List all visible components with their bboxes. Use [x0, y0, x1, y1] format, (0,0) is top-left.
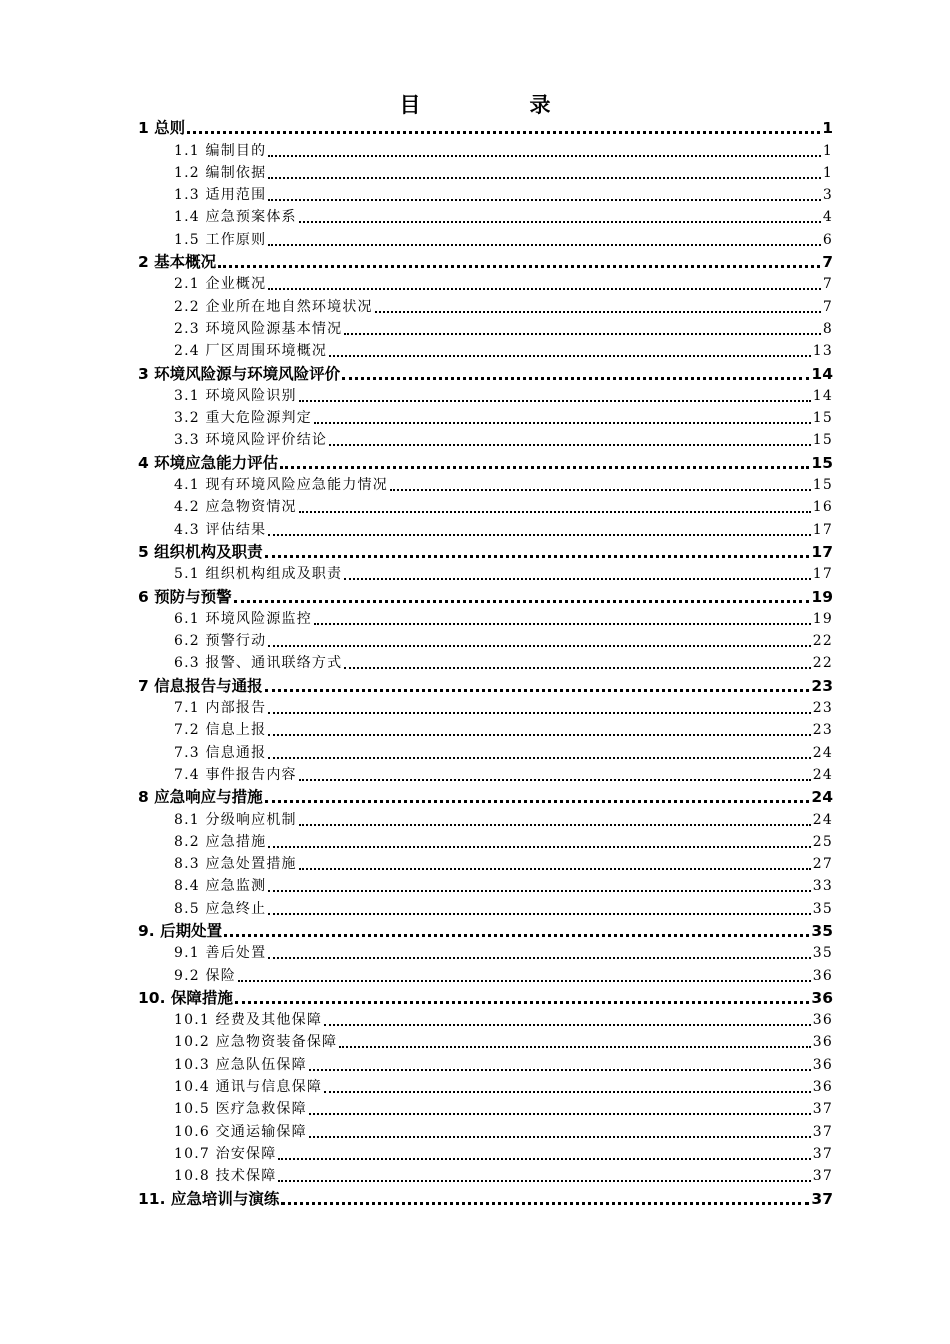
toc-title: 目 录 [399, 93, 595, 117]
toc-entry-page-number: 13 [812, 343, 833, 360]
toc-chapter-entry[interactable] [138, 674, 833, 696]
toc-section-entry[interactable] [138, 608, 833, 630]
toc-entry-label: 8.1 分级响应机制 [174, 811, 297, 828]
toc-section-entry[interactable] [138, 697, 833, 719]
dot-leader [224, 933, 809, 937]
toc-entry-page-number: 15 [812, 432, 833, 449]
toc-entry-page-number: 1 [822, 164, 833, 181]
toc-chapter-entry[interactable] [138, 541, 833, 563]
toc-entry-page-number: 7 [822, 298, 833, 315]
dot-leader [329, 443, 811, 446]
toc-entry-label: 9.1 善后处置 [174, 945, 267, 962]
dot-leader [375, 310, 821, 313]
toc-entry-label: 5 组织机构及职责 [138, 542, 263, 561]
toc-entry-page-number: 37 [812, 1123, 833, 1140]
toc-entry-page-number: 19 [812, 610, 833, 627]
dot-leader [344, 577, 810, 580]
toc-entry-page-number: 23 [812, 722, 833, 739]
toc-entry-label: 1.3 适用范围 [174, 187, 267, 204]
toc-entry-page-number: 22 [812, 633, 833, 650]
toc-entry-label: 2.2 企业所在地自然环境状况 [174, 298, 373, 315]
toc-entry-page-number: 17 [812, 566, 833, 583]
toc-chapter-entry[interactable] [138, 251, 833, 273]
dot-leader [309, 1068, 811, 1071]
toc-entry-label: 11. 应急培训与演练 [138, 1189, 280, 1208]
toc-entry-label: 8.4 应急监测 [174, 878, 267, 895]
toc-entry-label: 10.4 通讯与信息保障 [174, 1079, 323, 1096]
toc-entry-page-number: 8 [822, 320, 833, 337]
toc-entry-page-number: 36 [812, 1079, 833, 1096]
toc-entry-label: 2.3 环境风险源基本情况 [174, 320, 343, 337]
toc-entry-label: 7.4 事件报告内容 [174, 766, 297, 783]
toc-entry-page-number: 24 [812, 744, 833, 761]
toc-entry-page-number: 15 [812, 410, 833, 427]
toc-entry-page-number: 33 [812, 878, 833, 895]
toc-entry-label: 3.2 重大危险源判定 [174, 410, 312, 427]
toc-section-entry[interactable] [138, 139, 833, 161]
dot-leader [268, 756, 810, 759]
toc-entry-page-number: 7 [822, 253, 833, 272]
toc-entry-page-number: 35 [812, 900, 833, 917]
toc-section-entry[interactable] [138, 652, 833, 674]
toc-entry-label: 2.4 厂区周围环境概况 [174, 343, 328, 360]
toc-chapter-entry[interactable] [138, 786, 833, 808]
toc-entry-label: 7 信息报告与通报 [138, 676, 263, 695]
toc-section-entry[interactable] [138, 831, 833, 853]
toc-section-entry[interactable] [138, 1143, 833, 1165]
toc-entry-label: 8 应急响应与措施 [138, 788, 263, 807]
dot-leader [265, 688, 810, 692]
dot-leader [278, 1179, 810, 1182]
dot-leader [268, 845, 810, 848]
toc-section-entry[interactable] [138, 496, 833, 518]
toc-entry-label: 1 总则 [138, 119, 186, 138]
toc-entry-page-number: 36 [811, 988, 833, 1007]
toc-chapter-entry[interactable] [138, 585, 833, 607]
toc-entry-label: 2.1 企业概况 [174, 276, 267, 293]
toc-entry-page-number: 37 [812, 1101, 833, 1118]
toc-entry-label: 6.1 环境风险源监控 [174, 610, 312, 627]
toc-section-entry[interactable] [138, 808, 833, 830]
toc-section-entry[interactable] [138, 295, 833, 317]
toc-entry-label: 7.3 信息通报 [174, 744, 267, 761]
toc-section-entry[interactable] [138, 764, 833, 786]
toc-entry-label: 4.3 评估结果 [174, 521, 267, 538]
toc-section-entry[interactable] [138, 318, 833, 340]
toc-entry-label: 1.1 编制目的 [174, 142, 267, 159]
dot-leader [235, 1000, 810, 1004]
toc-entry-label: 1.2 编制依据 [174, 164, 267, 181]
dot-leader [309, 1112, 811, 1115]
toc-entry-page-number: 23 [812, 700, 833, 717]
toc-entry-page-number: 37 [812, 1145, 833, 1162]
dot-leader [324, 1023, 811, 1026]
toc-entry-page-number: 36 [812, 1034, 833, 1051]
toc-section-entry[interactable] [138, 1165, 833, 1187]
toc-entry-label: 9.2 保险 [174, 967, 236, 984]
toc-entry-label: 10.2 应急物资装备保障 [174, 1034, 338, 1051]
toc-entry-page-number: 36 [812, 967, 833, 984]
toc-entry-page-number: 27 [812, 856, 833, 873]
toc-entry-label: 4 环境应急能力评估 [138, 453, 279, 472]
toc-entry-page-number: 6 [822, 231, 833, 248]
toc-chapter-entry[interactable] [138, 117, 833, 139]
toc-entry-label: 10.1 经费及其他保障 [174, 1012, 323, 1029]
toc-entry-page-number: 25 [812, 833, 833, 850]
toc-entry-label: 1.4 应急预案体系 [174, 209, 297, 226]
toc-entry-label: 10.8 技术保障 [174, 1168, 277, 1185]
dot-leader [268, 287, 821, 290]
toc-section-entry[interactable] [138, 563, 833, 585]
dot-leader [299, 778, 811, 781]
dot-leader [339, 1045, 811, 1048]
toc-entry-label: 3.3 环境风险评价结论 [174, 432, 328, 449]
toc-entry-label: 10.6 交通运输保障 [174, 1123, 307, 1140]
toc-section-entry[interactable] [138, 206, 833, 228]
dot-leader [278, 1157, 810, 1160]
dot-leader [187, 130, 820, 134]
toc-entry-page-number: 15 [811, 453, 833, 472]
toc-entry-page-number: 37 [812, 1168, 833, 1185]
toc-entry-label: 3.1 环境风险识别 [174, 387, 297, 404]
dot-leader [329, 354, 811, 357]
toc-chapter-entry[interactable] [138, 451, 833, 473]
dot-leader [299, 220, 821, 223]
toc-entry-label: 6 预防与预警 [138, 587, 232, 606]
toc-chapter-entry[interactable] [138, 1187, 833, 1209]
toc-entry-page-number: 14 [811, 364, 833, 383]
dot-leader [268, 644, 810, 647]
toc-entry-page-number: 4 [822, 209, 833, 226]
toc-entry-page-number: 7 [822, 276, 833, 293]
toc-entry-label: 10. 保障措施 [138, 988, 233, 1007]
toc-entry-label: 3 环境风险源与环境风险评价 [138, 364, 341, 383]
toc-entry-label: 4.2 应急物资情况 [174, 499, 297, 516]
dot-leader [268, 956, 810, 959]
toc-section-entry[interactable] [138, 853, 833, 875]
dot-leader [268, 198, 821, 201]
toc-entry-label: 10.7 治安保障 [174, 1145, 277, 1162]
toc-entry-label: 7.2 信息上报 [174, 722, 267, 739]
toc-section-entry[interactable] [138, 1098, 833, 1120]
dot-leader [238, 979, 811, 982]
toc-entry-page-number: 22 [812, 655, 833, 672]
dot-leader [234, 599, 810, 603]
toc-section-entry[interactable] [138, 407, 833, 429]
dot-leader [265, 554, 810, 558]
dot-leader [265, 799, 810, 803]
dot-leader [268, 733, 810, 736]
toc-section-entry[interactable] [138, 1120, 833, 1142]
dot-leader [390, 488, 811, 491]
toc-entry-page-number: 24 [812, 811, 833, 828]
toc-entry-label: 8.2 应急措施 [174, 833, 267, 850]
toc-entry-label: 4.1 现有环境风险应急能力情况 [174, 477, 388, 494]
dot-leader [299, 510, 811, 513]
toc-entry-label: 9. 后期处置 [138, 921, 223, 940]
toc-entry-label: 6.2 预警行动 [174, 633, 267, 650]
dot-leader [268, 711, 810, 714]
toc-entry-label: 6.3 报警、通讯联络方式 [174, 655, 343, 672]
toc-section-entry[interactable] [138, 385, 833, 407]
dot-leader [268, 243, 821, 246]
toc-entry-page-number: 35 [811, 921, 833, 940]
dot-leader [268, 889, 810, 892]
dot-leader [344, 666, 810, 669]
toc-section-entry[interactable] [138, 942, 833, 964]
toc-entry-page-number: 35 [812, 945, 833, 962]
toc-chapter-entry[interactable] [138, 920, 833, 942]
toc-chapter-entry[interactable] [138, 987, 833, 1009]
toc-entry-page-number: 3 [822, 187, 833, 204]
toc-entry-label: 10.3 应急队伍保障 [174, 1056, 307, 1073]
dot-leader [314, 421, 811, 424]
toc-entry-label: 7.1 内部报告 [174, 700, 267, 717]
toc-section-entry[interactable] [138, 162, 833, 184]
dot-leader [280, 465, 809, 469]
dot-leader [268, 154, 821, 157]
toc-section-entry[interactable] [138, 228, 833, 250]
toc-entry-page-number: 37 [811, 1189, 833, 1208]
toc-entry-label: 10.5 医疗急救保障 [174, 1101, 307, 1118]
toc-entry-page-number: 24 [812, 766, 833, 783]
dot-leader [281, 1201, 809, 1205]
toc-section-entry[interactable] [138, 518, 833, 540]
toc-entry-page-number: 17 [812, 521, 833, 538]
dot-leader [314, 622, 811, 625]
toc-entry-label: 8.3 应急处置措施 [174, 856, 297, 873]
toc-entry-label: 8.5 应急终止 [174, 900, 267, 917]
dot-leader [299, 399, 811, 402]
toc-section-entry[interactable] [138, 630, 833, 652]
toc-entry-page-number: 1 [822, 119, 833, 138]
toc-section-entry[interactable] [138, 1076, 833, 1098]
toc-section-entry[interactable] [138, 897, 833, 919]
toc-section-entry[interactable] [138, 741, 833, 763]
toc-entry-page-number: 16 [812, 499, 833, 516]
toc-entry-page-number: 23 [811, 676, 833, 695]
table-of-contents [138, 117, 833, 1210]
dot-leader [342, 376, 809, 380]
toc-entry-page-number: 19 [811, 587, 833, 606]
toc-section-entry[interactable] [138, 964, 833, 986]
toc-entry-page-number: 36 [812, 1056, 833, 1073]
dot-leader [299, 867, 811, 870]
dot-leader [268, 176, 821, 179]
dot-leader [218, 264, 820, 268]
toc-section-entry[interactable] [138, 474, 833, 496]
dot-leader [299, 823, 811, 826]
toc-entry-page-number: 24 [811, 788, 833, 807]
toc-section-entry[interactable] [138, 273, 833, 295]
toc-entry-label: 5.1 组织机构组成及职责 [174, 566, 343, 583]
toc-entry-page-number: 1 [822, 142, 833, 159]
toc-entry-page-number: 14 [812, 387, 833, 404]
dot-leader [268, 533, 810, 536]
toc-section-entry[interactable] [138, 184, 833, 206]
toc-section-entry[interactable] [138, 1053, 833, 1075]
toc-section-entry[interactable] [138, 1031, 833, 1053]
toc-chapter-entry[interactable] [138, 362, 833, 384]
toc-entry-page-number: 36 [812, 1012, 833, 1029]
toc-section-entry[interactable] [138, 1009, 833, 1031]
toc-entry-label: 2 基本概况 [138, 253, 217, 272]
dot-leader [324, 1090, 811, 1093]
dot-leader [268, 912, 810, 915]
dot-leader [309, 1135, 811, 1138]
toc-section-entry[interactable] [138, 429, 833, 451]
toc-entry-label: 1.5 工作原则 [174, 231, 267, 248]
toc-section-entry[interactable] [138, 719, 833, 741]
toc-section-entry[interactable] [138, 340, 833, 362]
toc-section-entry[interactable] [138, 875, 833, 897]
toc-entry-page-number: 15 [812, 477, 833, 494]
dot-leader [344, 332, 821, 335]
toc-entry-page-number: 17 [811, 542, 833, 561]
